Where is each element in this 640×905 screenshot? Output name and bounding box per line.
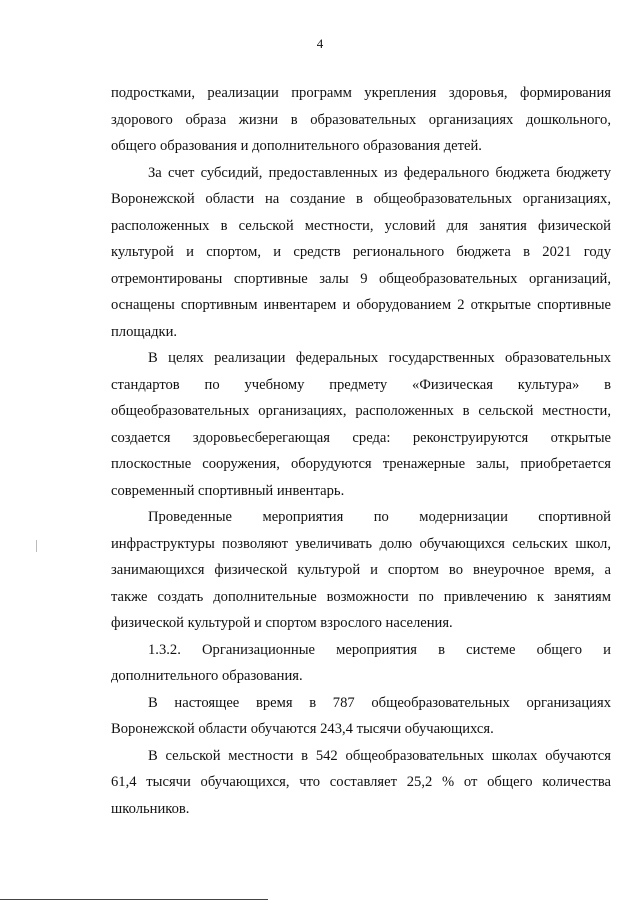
text-line: общего образования и дополнительного образования детей. (111, 138, 482, 154)
paragraph-6 (111, 690, 611, 743)
footnote-rule (0, 899, 268, 900)
text-line: подростками, реализации программ укрепления здоровья, формирования (111, 85, 611, 101)
text-line: современный спортивный инвентарь. (111, 482, 345, 499)
text-line: также создать дополнительные возможности по привлечению к занятиям (111, 588, 611, 605)
text-line: площадки. (111, 323, 178, 340)
text-line: 61,4 тысячи обучающихся, что составляет 25,2 % от общего количества (111, 774, 611, 790)
text-line: отремонтированы спортивные залы 9 общеобразовательных организаций, (111, 270, 611, 287)
paragraph-2 (111, 160, 611, 346)
text-line: В настоящее время в 787 общеобразовательных организациях (148, 694, 611, 711)
text-line: создается здоровьесберегающая среда: реконструируются открытые (111, 429, 611, 446)
text-line: дополнительного образования. (111, 668, 303, 684)
text-line: инфраструктуры позволяют увеличивать долю обучающихся сельских школ, (111, 535, 611, 552)
text-line: школьников. (111, 800, 190, 817)
text-line: 1.3.2. Организационные мероприятия в системе общего и (148, 641, 611, 658)
text-line: стандартов по учебному предмету «Физическая культура» в (111, 376, 611, 393)
text-line: плоскостные сооружения, оборудуются тренажерные залы, приобретается (111, 456, 611, 472)
text-line: расположенных в сельской местности, условий для занятия физической (111, 217, 611, 234)
text-line: Воронежской области на создание в общеобразовательных организациях, (111, 191, 611, 207)
text-line: оснащены спортивным инвентарем и оборудованием 2 открытые спортивные (111, 297, 611, 313)
section-heading-1-3-2 (111, 637, 611, 690)
paragraph-7 (111, 743, 611, 823)
text-line: Воронежской области обучаются 243,4 тысячи обучающихся. (111, 721, 494, 737)
text-line: физической культурой и спортом взрослого населения. (111, 615, 453, 631)
paragraph-1 (111, 80, 611, 160)
text-line: общеобразовательных организациях, расположенных в сельской местности, (111, 403, 611, 419)
text-line: За счет субсидий, предоставленных из федерального бюджета бюджету (148, 164, 611, 181)
page-number: 4 (316, 36, 324, 51)
text-line: В целях реализации федеральных государственных образовательных (148, 350, 611, 366)
text-line: Проведенные мероприятия по модернизации спортивной (148, 509, 611, 525)
text-line: занимающихся физической культурой и спортом во внеурочное время, а (111, 562, 611, 578)
text-line: В сельской местности в 542 общеобразовательных школах обучаются (148, 747, 611, 764)
paragraph-3 (111, 345, 611, 504)
scan-mark (36, 540, 37, 552)
paragraph-4 (111, 504, 611, 637)
document-body (111, 80, 611, 822)
text-line: здорового образа жизни в образовательных организациях дошкольного, (111, 111, 611, 128)
text-line: культурой и спортом, и средств регионального бюджета в 2021 году (111, 244, 611, 260)
